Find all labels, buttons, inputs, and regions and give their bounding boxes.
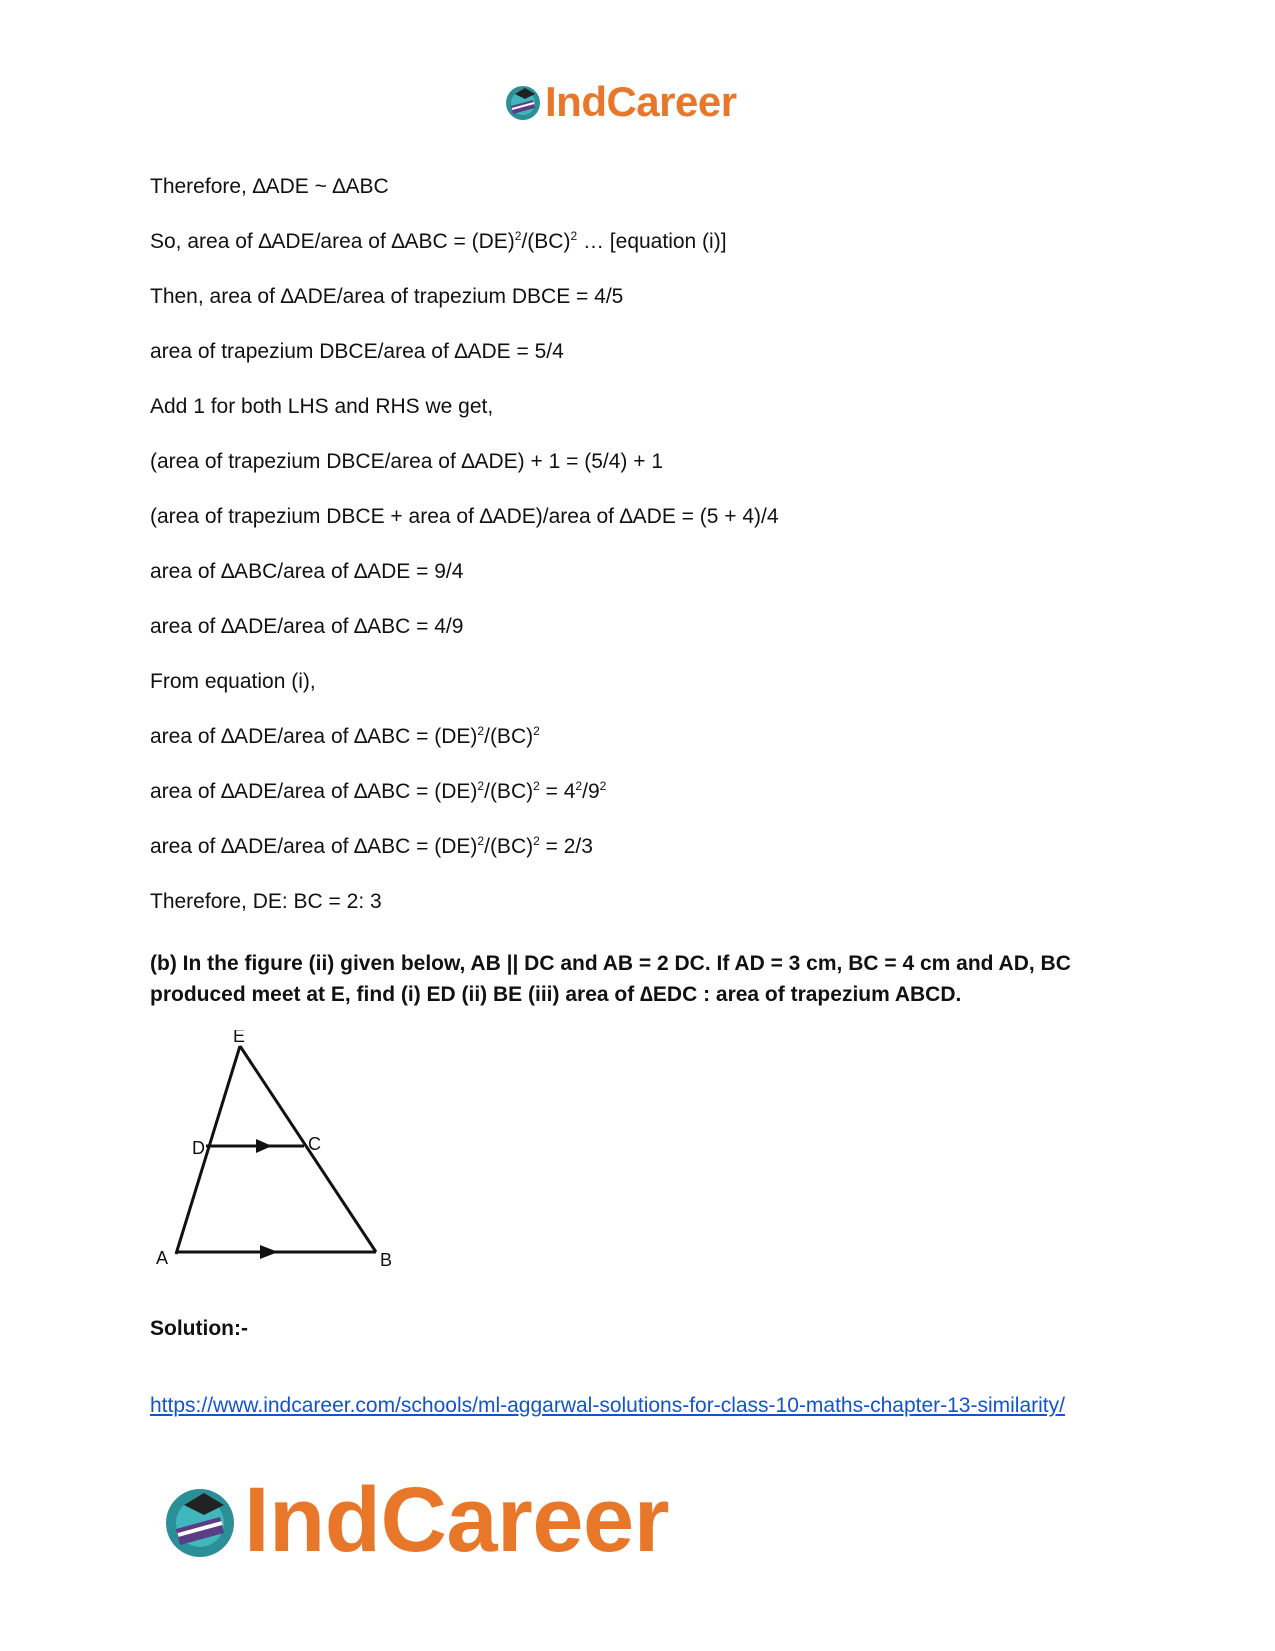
- step-line: [150, 284, 623, 310]
- step-text: Then, area of ∆ADE/area of trapezium DBCE = 4/5: [150, 285, 624, 308]
- step-text: (area of trapezium DBCE/area of ∆ADE) + 1 = (5/4) + 1: [150, 450, 663, 473]
- logo-wordmark: IndCareer: [545, 78, 737, 125]
- step-text: /(BC): [484, 780, 534, 803]
- superscript: 2: [599, 779, 607, 793]
- step-line: [150, 449, 663, 475]
- label-a: A: [156, 1248, 169, 1268]
- superscript: 2: [514, 229, 522, 243]
- step-text: area of ∆ADE/area of ∆ABC = (DE): [150, 780, 478, 803]
- label-c: C: [308, 1134, 321, 1154]
- step-line: [150, 394, 493, 420]
- step-line: [150, 339, 564, 365]
- step-text: From equation (i),: [150, 670, 316, 693]
- step-text: = 2/3: [539, 835, 593, 858]
- step-text: area of trapezium DBCE/area of ∆ADE = 5/4: [150, 340, 564, 363]
- indcareer-logo-bottom: [160, 1468, 669, 1573]
- step-text: /9: [582, 780, 600, 803]
- superscript: 2: [477, 779, 485, 793]
- indcareer-logo-top: [503, 78, 737, 126]
- step-text: So, area of ∆ADE/area of ∆ABC = (DE): [150, 230, 515, 253]
- step-line: [150, 889, 382, 915]
- question-b: (b) In the figure (ii) given below, AB || DC and AB = 2 DC. If AD = 3 cm, BC = 4 cm and AD, BC produced meet at E, find (i) ED (ii) BE (iii) area of ∆EDC : area of trapezium ABCD.: [150, 952, 1071, 1006]
- superscript: 2: [477, 724, 485, 738]
- step-text: … [equation (i)]: [577, 230, 727, 253]
- superscript: 2: [533, 724, 540, 738]
- step-text: (area of trapezium DBCE + area of ∆ADE)/area of ∆ADE = (5 + 4)/4: [150, 505, 779, 528]
- arrow-dc-icon: [256, 1139, 272, 1153]
- arrow-ab-icon: [260, 1245, 278, 1259]
- logo-wordmark: IndCareer: [244, 1469, 669, 1571]
- step-line: [150, 174, 389, 200]
- solution-label: Solution:-: [150, 1317, 248, 1340]
- step-line: [150, 559, 463, 585]
- logo-globe-icon: [503, 82, 543, 122]
- trapezium-figure: [148, 1030, 408, 1275]
- step-line: [150, 779, 606, 805]
- superscript: 2: [477, 834, 485, 848]
- step-text: area of ∆ADE/area of ∆ABC = (DE): [150, 835, 478, 858]
- superscript: 2: [575, 779, 583, 793]
- superscript: 2: [533, 834, 540, 848]
- step-text: /(BC): [484, 835, 534, 858]
- superscript: 2: [570, 229, 578, 243]
- step-line: [150, 614, 463, 640]
- step-text: area of ∆ABC/area of ∆ADE = 9/4: [150, 560, 464, 583]
- step-text: area of ∆ADE/area of ∆ABC = (DE): [150, 725, 478, 748]
- step-text: /(BC): [484, 725, 534, 748]
- step-text: Therefore, ∆ADE ~ ∆ABC: [150, 175, 389, 198]
- step-line: [150, 504, 779, 530]
- step-text: = 4: [539, 780, 576, 803]
- step-line: [150, 669, 316, 695]
- step-line: [150, 724, 540, 750]
- line-ae: [176, 1046, 240, 1254]
- step-text: /(BC): [521, 230, 571, 253]
- step-line: [150, 229, 727, 255]
- logo-globe-icon: [160, 1481, 240, 1561]
- label-d: D: [192, 1138, 205, 1158]
- superscript: 2: [533, 779, 540, 793]
- source-link[interactable]: https://www.indcareer.com/schools/ml-aggarwal-solutions-for-class-10-maths-chapter-13-similarity/: [150, 1394, 1065, 1417]
- step-line: [150, 834, 593, 860]
- label-e: E: [233, 1030, 246, 1046]
- step-text: area of ∆ADE/area of ∆ABC = 4/9: [150, 615, 464, 638]
- step-text: Add 1 for both LHS and RHS we get,: [150, 395, 494, 418]
- label-b: B: [380, 1250, 393, 1270]
- step-text: Therefore, DE: BC = 2: 3: [150, 890, 382, 913]
